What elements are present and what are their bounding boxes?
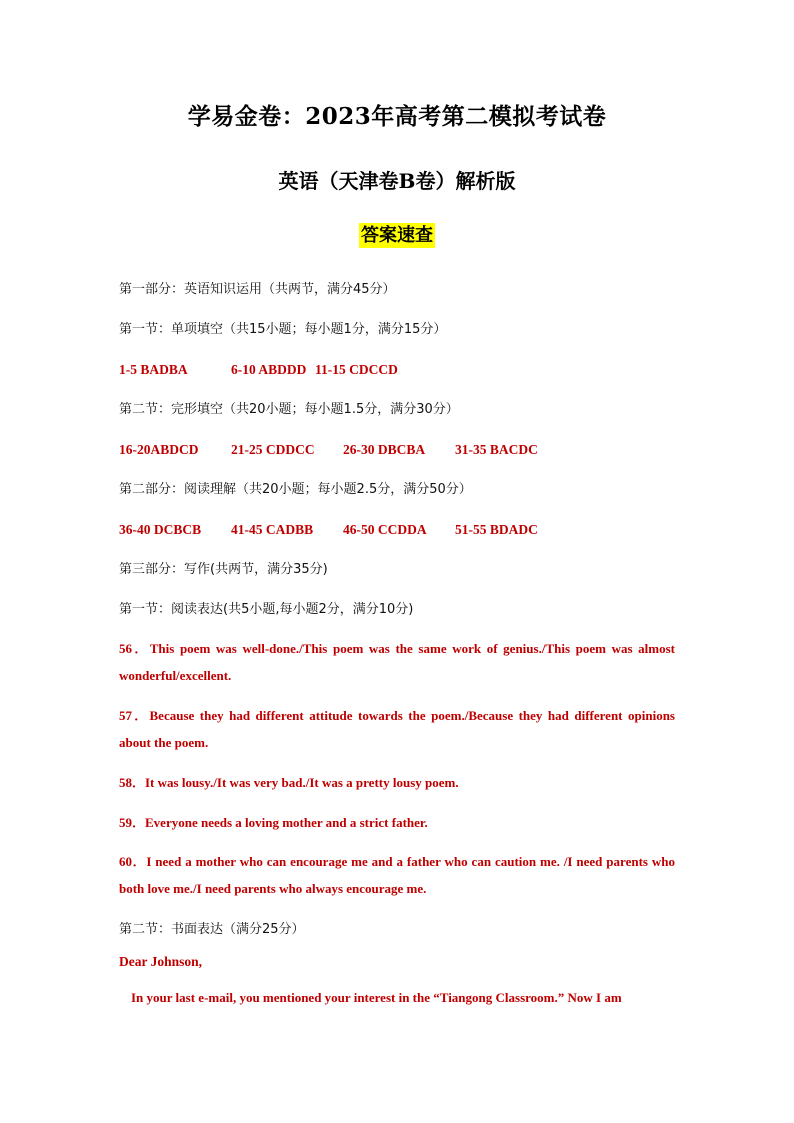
part3-heading: 第三部分：写作(共两节，满分35分)	[119, 562, 328, 577]
answer-group: 11-15 CDCCD	[315, 362, 398, 377]
quick-reference-label: 答案速查	[361, 225, 433, 246]
answer-57: 57．Because they had different attitude towards the poem./Because they had different opinions about the poem.	[119, 708, 675, 750]
answer-group: 26-30 DBCBA	[343, 442, 426, 457]
answer-group: 51-55 BDADC	[455, 522, 538, 537]
exam-subtitle: 英语（天津卷B卷）解析版	[278, 169, 516, 193]
quick-reference-heading	[0, 222, 794, 250]
answer-59: 59．Everyone needs a loving mother and a strict father.	[119, 815, 428, 830]
exam-title: 学易金卷：2023年高考第二模拟考试卷	[187, 103, 607, 130]
part1-section2-heading: 第二节：完形填空（共20小题；每小题1.5分，满分30分）	[119, 402, 459, 417]
answer-56: 56．This poem was well-done./This poem was the same work of genius./This poem was almost wonderful/excellent.	[119, 641, 675, 683]
part2-heading: 第二部分：阅读理解（共20小题；每小题2.5分，满分50分）	[119, 482, 472, 497]
answer-group: 41-45 CADBB	[231, 522, 314, 537]
answer-60: 60．I need a mother who can encourage me and a father who can caution me. /I need parents who both love me./I need parents who always encourage me.	[119, 854, 675, 896]
answer-group: 46-50 CCDDA	[343, 522, 427, 537]
answer-group: 1-5 BADBA	[119, 362, 188, 377]
answer-group: 6-10 ABDDD	[231, 362, 307, 377]
letter-body-first-line: In your last e-mail, you mentioned your interest in the “Tiangong Classroom.” Now I am	[131, 990, 622, 1005]
letter-greeting: Dear Johnson,	[119, 954, 203, 969]
part1-section1-heading: 第一节：单项填空（共15小题；每小题1分，满分15分）	[119, 322, 447, 337]
answer-group: 21-25 CDDCC	[231, 442, 315, 457]
part1-heading: 第一部分：英语知识运用（共两节，满分45分）	[119, 282, 396, 297]
answer-58: 58．It was lousy./It was very bad./It was a pretty lousy poem.	[119, 775, 459, 790]
answer-group: 36-40 DCBCB	[119, 522, 202, 537]
part3-section2-heading: 第二节：书面表达（满分25分）	[119, 922, 305, 937]
answer-group: 16-20ABDCD	[119, 442, 199, 457]
answer-group: 31-35 BACDC	[455, 442, 538, 457]
part3-section1-heading: 第一节：阅读表达(共5小题,每小题2分，满分10分)	[119, 602, 414, 617]
